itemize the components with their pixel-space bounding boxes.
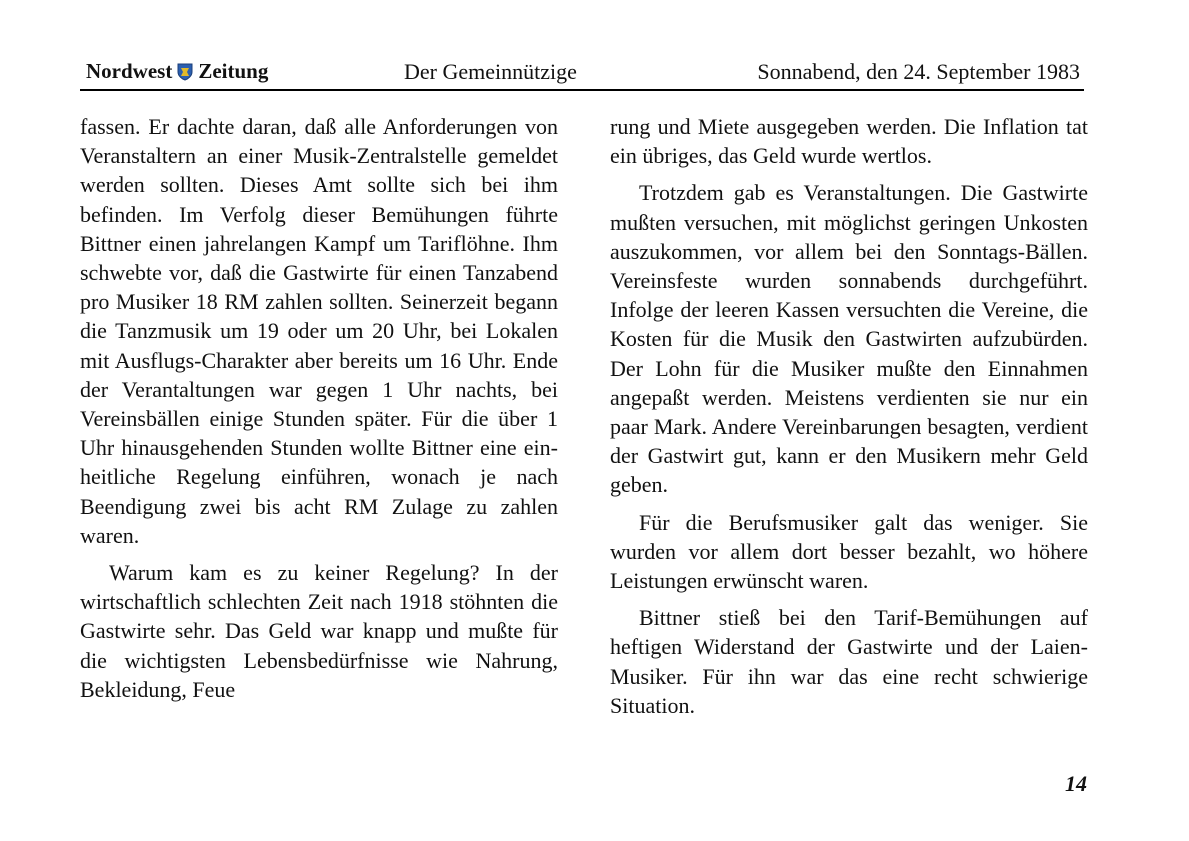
paragraph: fassen. Er dachte daran, daß alle Anforderungen von Veranstaltern an einer Musik-Zentralstelle gemeldet werden sollten. Dieses Amt sollte sich bei ihm befinden. Im Verfolg dieser Bemühungen führte Bittner einen jahrelangen Kampf um Tariflöhne. Ihm schwebte vor, daß die Gastwirte für einen Tanzabend pro Musiker 18 RM zahlen sollten. Seinerzeit begann die Tanzmusik um 19 oder um 20 Uhr, bei Lokalen mit Ausflugs-Charakter aber bereits um 16 Uhr. Ende der Verantaltungen war gegen 1 Uhr nachts, bei Vereinsbällen einige Stunden später. Für die über 1 Uhr hinausgehenden Stunden wollte Bittner eine einheitliche Regelung einführen, wonach je nach Beendigung zwei bis acht RM Zulage zu zahlen waren. xyxy=(80,114,558,548)
right-column xyxy=(610,112,1088,728)
paragraph: Bittner stieß bei den Tarif-Bemühungen auf heftigen Widerstand der Gastwirte und der Laien-Musiker. Für ihn war das eine recht schwierige Situation. xyxy=(610,605,1088,718)
brand-name-left: Nordwest xyxy=(86,59,173,83)
page-header xyxy=(80,57,1084,91)
paragraph: Warum kam es zu keiner Regelung? In der wirtschaftlich schlechten Zeit nach 1918 stöhnten die Gastwirte sehr. Das Geld war knapp und mußte für die wichtigsten Lebensbedürfnisse wie Nahrung, Bekleidung, Feue xyxy=(80,560,558,702)
brand-name-right: Zeitung xyxy=(198,59,269,83)
publication-title: Der Gemeinnützige xyxy=(404,59,577,84)
issue-date: Sonnabend, den 24. September 1983 xyxy=(757,59,1080,84)
newspaper-brand xyxy=(86,59,268,84)
paragraph: Trotzdem gab es Veranstaltungen. Die Gastwirte mußten versuchen, mit möglichst geringen Unkosten auszukommen, vor allem bei den Sonntags-Bällen. Vereinsfeste wurden sonnabends durchgeführt. Infolge der leeren Kassen versuchten die Vereine, die Kosten für die Musik den Gastwirten aufzubürden. Der Lohn für die Musiker mußte den Einnahmen angepaßt werden. Meistens verdienten sie nur ein paar Mark. Andere Vereinbarungen besagten, verdient der Gastwirt gut, kann er den Musikern mehr Geld geben. xyxy=(610,180,1088,498)
paragraph: rung und Miete ausgegeben werden. Die Inflation tat ein übriges, das Geld wurde wertlos. xyxy=(610,114,1088,169)
paragraph: Für die Berufsmusiker galt das weniger. Sie wurden vor allem dort besser bezahlt, wo höhere Leistungen erwünscht waren. xyxy=(610,509,1088,594)
page-number: 14 xyxy=(1065,771,1087,796)
left-column xyxy=(80,112,558,712)
crest-icon xyxy=(177,63,193,81)
